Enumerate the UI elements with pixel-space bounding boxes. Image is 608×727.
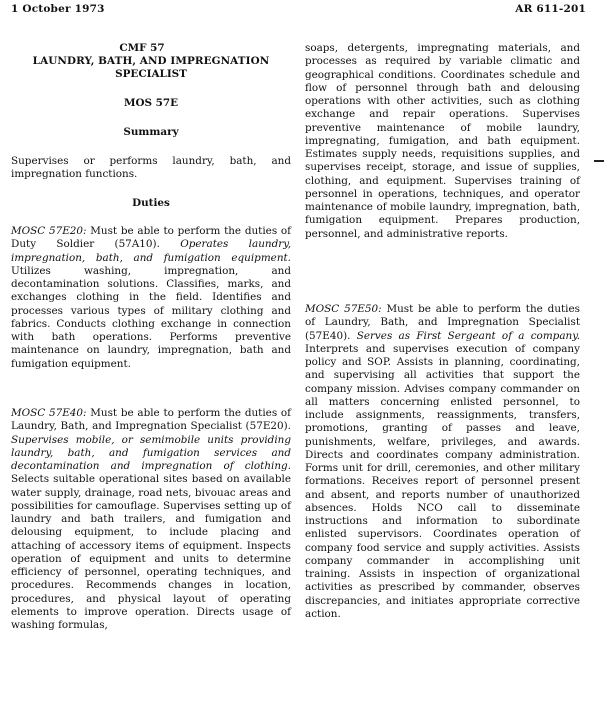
mosc-57e20-label: MOSC 57E20:: [11, 225, 87, 237]
summary-heading: Summary: [123, 126, 179, 138]
header-date: 1 October 1973: [11, 3, 105, 15]
mosc-57e40-text: Selects suitable operational sites based on available water supply, drainage, road nets, bivouac areas and possibilities for camouflage. Supervises setting up of laundry and bath trailers, and fumigation and delousing equipment, to include placing and attaching of accessory items of equipment. Inspects operation of equipment and units to determine efficiency of personnel, operating techniques, and procedures. Recommends changes in location, procedures, and physical layout of operating elements to improve operation. Directs usage of washing formulas,: [11, 473, 291, 631]
margin-change-bar: [594, 160, 604, 162]
mosc-57e40-italic: Supervises mobile, or semimobile units providing laundry, bath, and fumigation services and decontamination and impregnation of clothing.: [11, 433, 291, 472]
cmf-code: CMF 57: [119, 42, 165, 54]
title-line-1: LAUNDRY, BATH, AND IMPREGNATION: [32, 55, 270, 67]
mosc-57e20-lead: Must be able to perform the duties of Duty Soldier (57A10).: [11, 225, 292, 251]
paragraph-mosc-57e20: [11, 225, 291, 371]
mosc-57e40-label: MOSC 57E40:: [11, 407, 87, 419]
mos-code: MOS 57E: [123, 97, 179, 109]
duties-heading: Duties: [132, 197, 170, 209]
paragraph-mosc-57e40: [11, 407, 291, 632]
mosc-57e50-text: Interprets and supervises execution of company policy and SOP. Assists in planning, coordinating, and supervising all activities that support the company mission. Advises company commander on all matters concerning enlisted personnel, to include assignments, reassignments, transfers, promotions, granting of passes and leave, punishments, welfare, privileges, and awards. Directs and coordinates company administration. Forms unit for drill, ceremonies, and other military formations. Receives report of personnel present and absent, and reports number of unauthorized absences. Holds NCO call to disseminate instructions and information to subordinate enlisted supervisors. Coordinates operation of company food service and supply activities. Assists company commander in accomplishing unit training. Assists in inspection of organizational activities as prescribed by commander, observes discrepancies, and initiates appropriate corrective action.: [305, 342, 580, 620]
summary-text: Supervises or performs laundry, bath, and impregnation functions.: [11, 155, 291, 181]
paragraph-mosc-57e50: [305, 303, 580, 621]
mosc-57e50-label: MOSC 57E50:: [305, 303, 382, 315]
paragraph-57e40-continued: soaps, detergents, impregnating materials, and processes as required by variable climatic and geographical conditions. Coordinates schedule and flow of personnel through bath and delousing operations with other activities, such as clothing exchange and repair operations. Supervises preventive maintenance of mobile laundry, impregnating, fumigation, and bath equipment. Estimates supply needs, requisitions supplies, and supervises receipt, storage, and issue of supplies, clothing, and equipment. Supervises training of personnel in operations, techniques, and operator maintenance of mobile laundry, impregnation, bath, fumigation equipment. Prepares production, personnel, and administrative reports.: [305, 42, 580, 240]
header-regulation: AR 611-201: [515, 3, 586, 15]
mosc-57e50-lead: Must be able to perform the duties of Laundry, Bath, and Impregnation Specialist (57E40).: [305, 303, 580, 342]
mosc-57e20-italic: Operates laundry, impregnation, bath, and fumigation equipment.: [11, 238, 291, 264]
title-line-2: SPECIALIST: [115, 68, 187, 80]
mosc-57e40-lead: Must be able to perform the duties of Laundry, Bath, and Impregnation Specialist (57E20).: [11, 407, 292, 433]
mosc-57e20-text: Utilizes washing, impregnation, and decontamination solutions. Classifies, marks, and exchanges clothing in the field. Identifies and processes various types of military clothing and fabrics. Conducts clothing exchange in connection with bath operations. Performs preventive maintenance on laundry, impregnation, bath and fumigation equipment.: [11, 264, 291, 370]
mosc-57e50-italic: Serves as First Sergeant of a company.: [356, 329, 580, 342]
